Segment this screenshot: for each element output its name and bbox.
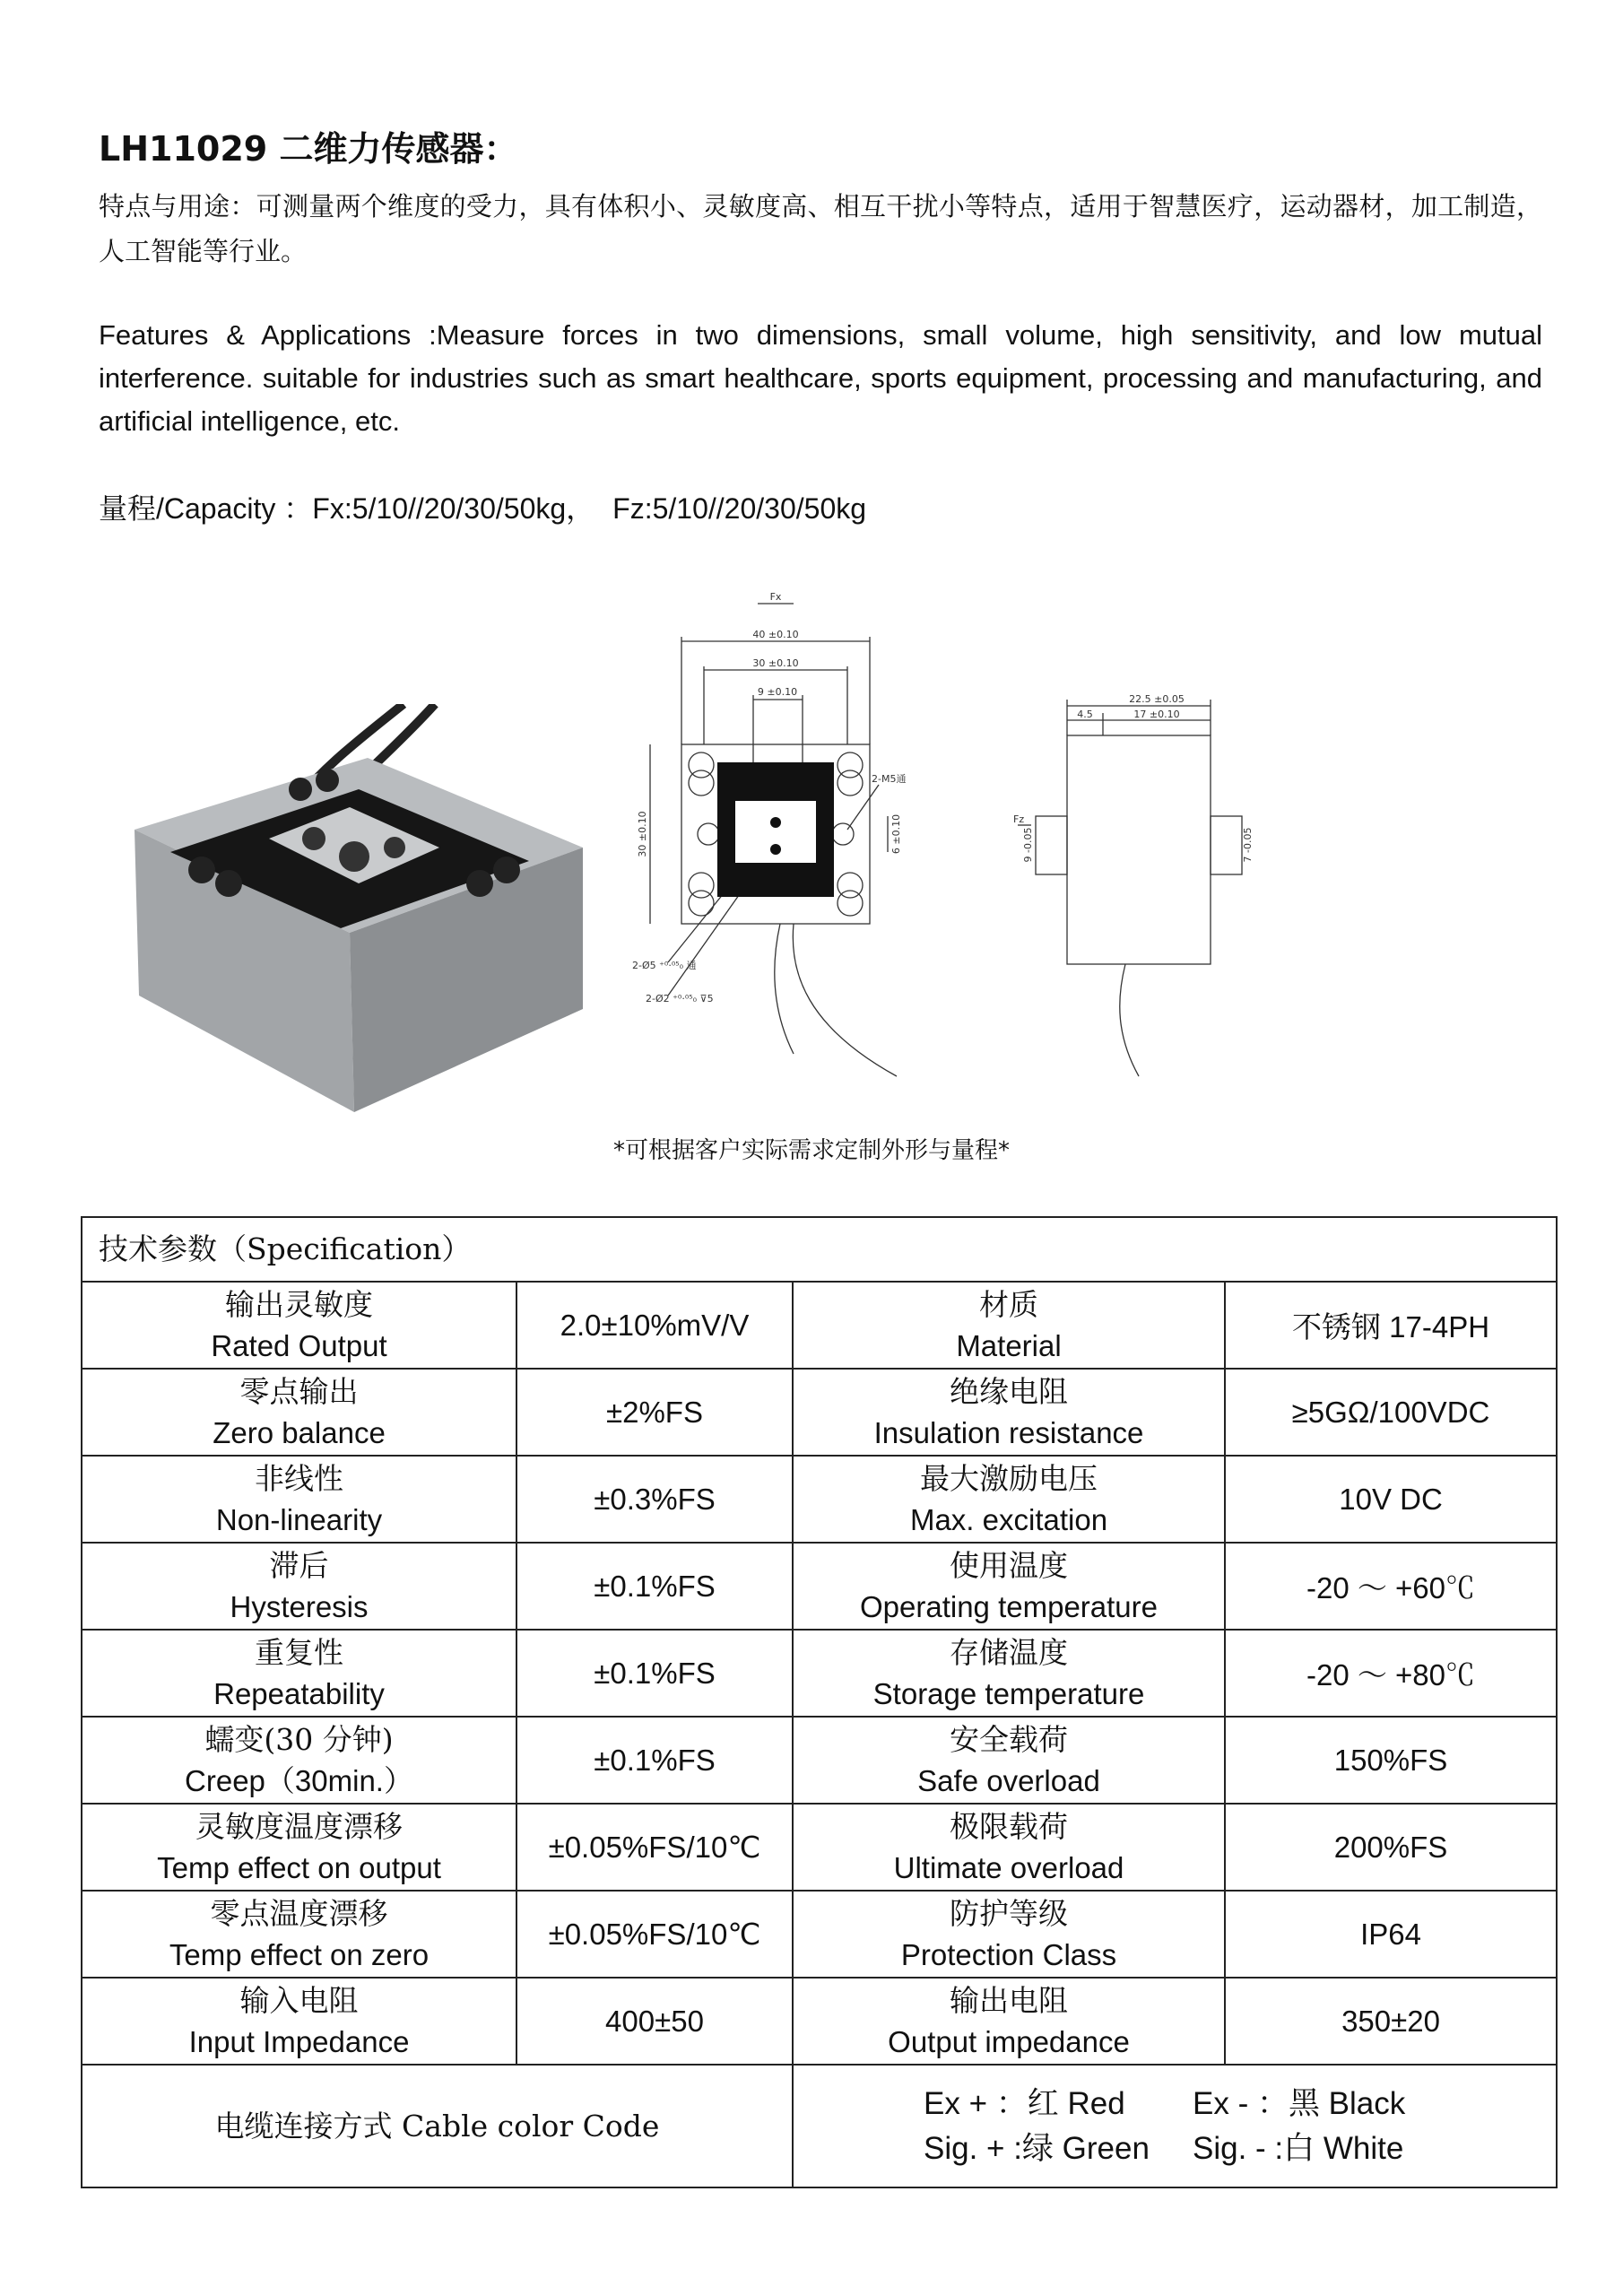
spec-value-cell: ≥5GΩ/100VDC	[1225, 1369, 1557, 1456]
param-name-en: Material	[956, 1328, 1062, 1362]
spec-param-cell	[793, 1369, 1225, 1456]
spec-row	[82, 1717, 1557, 1804]
param-name-cn: 蠕变(30 分钟)	[204, 1721, 394, 1757]
spec-value-cell: -20 ～ +60℃	[1225, 1543, 1557, 1630]
cable-ex-plus: Ex + ：红 Red	[924, 2085, 1125, 2121]
param-name-en: Ultimate overload	[893, 1850, 1124, 1884]
param-name-cn: 非线性	[255, 1460, 343, 1496]
page-title: LH11029 二维力传感器：	[99, 129, 518, 169]
param-name-cn: 最大激励电压	[920, 1460, 1098, 1496]
param-name-en: Zero balance	[213, 1415, 386, 1449]
spec-param-cell	[82, 1369, 516, 1456]
param-name-cn: 输出电阻	[950, 1982, 1068, 2018]
param-name-cn: 材质	[979, 1286, 1038, 1322]
cable-label: 电缆连接方式 Cable color Code	[82, 2065, 793, 2187]
param-name-en: Storage temperature	[872, 1676, 1145, 1710]
spec-value-cell: -20 ～ +80℃	[1225, 1630, 1557, 1717]
param-name-en: Rated Output	[211, 1328, 387, 1362]
capacity-fz: Fz:5/10//20/30/50kg	[612, 492, 867, 525]
param-name-en: Safe overload	[917, 1763, 1100, 1797]
spec-param-cell	[82, 1543, 516, 1630]
spec-row	[82, 1543, 1557, 1630]
label-fz: Fz	[1013, 813, 1025, 825]
spec-header: 技术参数（Specification）	[82, 1217, 1557, 1282]
cable-sig-plus: Sig. + :绿 Green	[924, 2130, 1150, 2166]
spec-param-cell	[82, 1630, 516, 1717]
cable-sig-minus: Sig. - :白 White	[1193, 2130, 1404, 2166]
spec-param-cell	[793, 1804, 1225, 1891]
dim-40: 40 ±0.10	[752, 629, 799, 640]
spec-value-cell: ±0.1%FS	[516, 1717, 793, 1804]
dim-30-vertical: 30 ±0.10	[637, 811, 648, 857]
spec-param-cell	[793, 1630, 1225, 1717]
spec-row	[82, 1978, 1557, 2065]
dimension-drawing	[601, 587, 1497, 1126]
param-name-cn: 绝缘电阻	[950, 1373, 1068, 1409]
label-hole5: 2-Ø5 ⁺⁰·⁰⁵₀ 通	[632, 960, 697, 971]
spec-value-cell: 400±50	[516, 1978, 793, 2065]
dim-6: 6 ±0.10	[890, 813, 902, 855]
spec-param-cell	[793, 1978, 1225, 2065]
param-name-en: Repeatability	[213, 1676, 385, 1710]
param-name-cn: 安全载荷	[950, 1721, 1068, 1757]
spec-param-cell	[82, 1456, 516, 1543]
param-name-en: Operating temperature	[859, 1589, 1158, 1623]
param-name-cn: 存储温度	[950, 1634, 1068, 1670]
param-name-cn: 输入电阻	[239, 1982, 359, 2018]
spec-value-cell: ±0.1%FS	[516, 1630, 793, 1717]
spec-row	[82, 1630, 1557, 1717]
param-name-en: Max. excitation	[909, 1502, 1108, 1536]
spec-param-cell	[82, 1717, 516, 1804]
dim-7: 7 -0.05	[1242, 827, 1254, 863]
spec-value-cell: ±0.3%FS	[516, 1456, 793, 1543]
cable-ex-minus: Ex - ：黑 Black	[1193, 2085, 1406, 2121]
spec-row	[82, 1369, 1557, 1456]
spec-value-cell: 350±20	[1225, 1978, 1557, 2065]
spec-value-cell: 2.0±10%mV/V	[516, 1282, 793, 1369]
spec-param-cell	[82, 1978, 516, 2065]
dim-22-5: 22.5 ±0.05	[1129, 693, 1185, 705]
spec-value-cell: ±2%FS	[516, 1369, 793, 1456]
spec-value-cell: ±0.05%FS/10℃	[516, 1804, 793, 1891]
spec-param-cell	[793, 1717, 1225, 1804]
spec-table	[81, 1216, 1558, 2188]
capacity-fx: Fx:5/10//20/30/50kg，	[312, 492, 595, 525]
custom-note: *可根据客户实际需求定制外形与量程*	[612, 1137, 1010, 1164]
dim-9: 9 ±0.10	[757, 686, 798, 698]
param-name-cn: 防护等级	[950, 1895, 1068, 1931]
label-fx: Fx	[769, 591, 782, 603]
param-name-cn: 滞后	[269, 1547, 329, 1583]
param-name-en: Creep（30min.）	[185, 1763, 413, 1797]
spec-param-cell	[793, 1543, 1225, 1630]
param-name-cn: 灵敏度温度漂移	[195, 1808, 403, 1844]
dim-4-5: 4.5	[1077, 709, 1093, 720]
param-name-en: Input Impedance	[188, 2024, 410, 2058]
dim-30: 30 ±0.10	[752, 657, 799, 669]
spec-param-cell	[793, 1891, 1225, 1978]
spec-param-cell	[793, 1456, 1225, 1543]
spec-row	[82, 1456, 1557, 1543]
spec-value-cell: ±0.1%FS	[516, 1543, 793, 1630]
spec-param-cell	[82, 1891, 516, 1978]
param-name-cn: 零点温度漂移	[210, 1895, 388, 1931]
spec-row	[82, 1282, 1557, 1369]
cable-colors	[793, 2065, 1557, 2187]
param-name-en: Temp effect on output	[157, 1850, 441, 1884]
capacity-label: 量程/Capacity ：	[99, 492, 313, 525]
param-name-cn: 极限载荷	[950, 1808, 1068, 1844]
dim-9-small: 9 -0.05	[1022, 827, 1034, 863]
label-hole2: 2-Ø2 ⁺⁰·⁰⁵₀ ⊽5	[646, 993, 714, 1004]
param-name-en: Insulation resistance	[873, 1415, 1144, 1449]
spec-row	[82, 1891, 1557, 1978]
features-english: Features & Applications :Measure forces in two dimensions, small volume, high sensitivity, and low mutual interference. suitable for industries such as smart healthcare, sports equipment, processing and manufacturing, and artificial intelligence, etc.	[99, 319, 1542, 437]
param-name-cn: 重复性	[255, 1634, 343, 1670]
param-name-en: Hysteresis	[230, 1589, 369, 1623]
spec-value-cell: IP64	[1225, 1891, 1557, 1978]
spec-value-cell: ±0.05%FS/10℃	[516, 1891, 793, 1978]
param-name-en: Non-linearity	[215, 1502, 383, 1536]
spec-value-cell: 150%FS	[1225, 1717, 1557, 1804]
spec-param-cell	[793, 1282, 1225, 1369]
param-name-en: Output impedance	[888, 2024, 1130, 2058]
features-chinese: 特点与用途：可测量两个维度的受力，具有体积小、灵敏度高、相互干扰小等特点，适用于智慧医疗，运动器材，加工制造，人工智能等行业。	[99, 191, 1542, 266]
label-m5: 2-M5通	[872, 773, 907, 785]
param-name-en: Temp effect on zero	[169, 1937, 430, 1971]
param-name-en: Protection Class	[900, 1937, 1117, 1971]
capacity-line	[99, 486, 866, 527]
spec-row	[82, 1804, 1557, 1891]
param-name-cn: 输出灵敏度	[225, 1286, 373, 1322]
spec-value-cell: 200%FS	[1225, 1804, 1557, 1891]
dim-17: 17 ±0.10	[1133, 709, 1180, 720]
sensor-photo	[135, 704, 592, 1112]
param-name-cn: 使用温度	[950, 1547, 1068, 1583]
param-name-cn: 零点输出	[239, 1373, 359, 1409]
spec-value-cell: 10V DC	[1225, 1456, 1557, 1543]
spec-param-cell	[82, 1282, 516, 1369]
spec-param-cell	[82, 1804, 516, 1891]
spec-value-cell: 不锈钢 17-4PH	[1225, 1282, 1557, 1369]
